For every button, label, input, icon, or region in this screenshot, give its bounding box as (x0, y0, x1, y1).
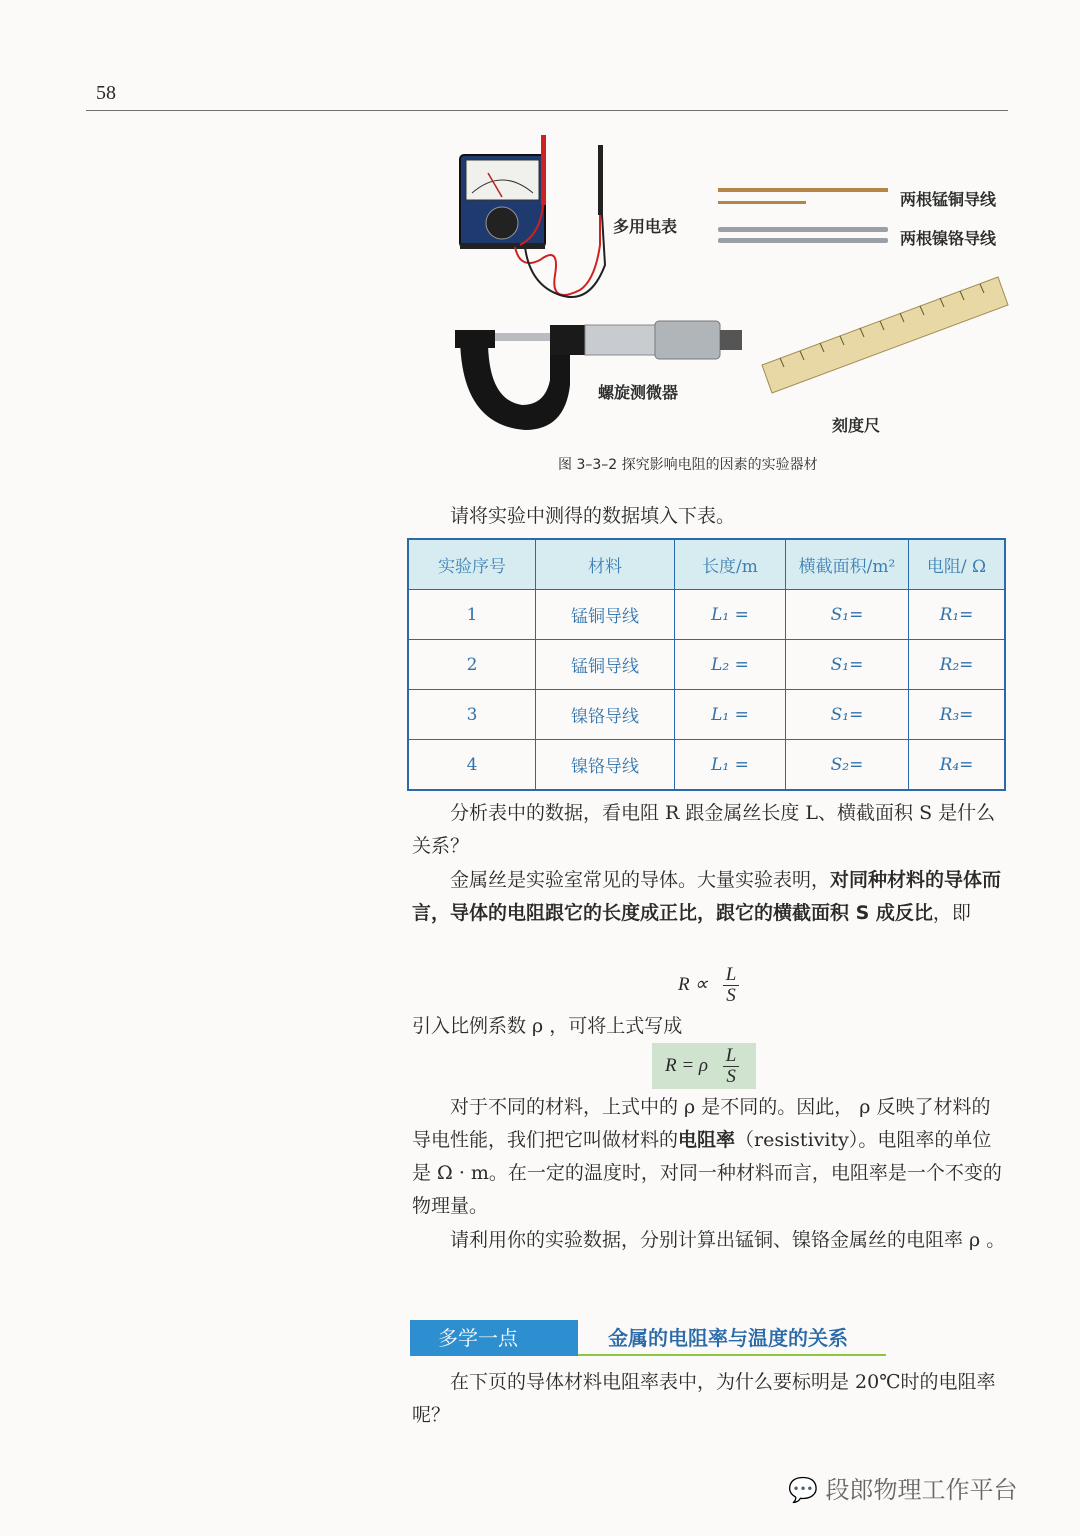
table-cell: L₁ = (675, 590, 786, 640)
table-header-row (408, 539, 1005, 590)
label-nichrome-wires: 两根镍铬导线 (900, 229, 997, 248)
proportional-formula (678, 965, 739, 1006)
watermark-text: 段郎物理工作平台 (825, 1476, 1018, 1504)
denominator: S (726, 1066, 736, 1087)
table-row (408, 640, 1005, 690)
resistivity-formula (665, 1046, 739, 1087)
section-tag: 多学一点 (410, 1320, 578, 1356)
task-paragraph: 请利用你的实验数据，分别计算出锰铜、镍铬金属丝的电阻率 ρ 。 (450, 1229, 1006, 1251)
header-cell: 横截面积/m² (786, 539, 909, 590)
header-cell: 长度/m (675, 539, 786, 590)
table-cell: 锰铜导线 (536, 640, 675, 690)
page-number: 58 (96, 82, 116, 104)
table-cell: 镍铬导线 (536, 690, 675, 740)
table-cell: L₁ = (675, 690, 786, 740)
header-cell: 实验序号 (408, 539, 536, 590)
table-cell: S₁= (786, 640, 909, 690)
numerator: L (723, 965, 740, 986)
label-multimeter: 多用电表 (613, 217, 678, 236)
equipment-figure (430, 125, 1020, 445)
table-cell: 锰铜导线 (536, 590, 675, 640)
label-micrometer: 螺旋测微器 (598, 383, 679, 402)
label-ruler: 刻度尺 (832, 416, 881, 435)
table-cell: 4 (408, 740, 536, 791)
denominator: S (726, 985, 736, 1006)
section-title: 金属的电阻率与温度的关系 (578, 1320, 886, 1356)
header-cell: 材料 (536, 539, 675, 590)
table-cell: 1 (408, 590, 536, 640)
figure-caption: 图 3–3–2 探究影响电阻的因素的实验器材 (558, 457, 818, 473)
table-cell: S₁= (786, 690, 909, 740)
section-paragraph: 在下页的导体材料电阻率表中，为什么要标明是 20℃时的电阻率呢？ (412, 1371, 996, 1426)
resistivity-paragraph (412, 1091, 1008, 1223)
table-row (408, 740, 1005, 791)
conclusion-tail: ，即 (932, 902, 971, 924)
table-cell: S₂= (786, 740, 909, 791)
conclusion-paragraph (412, 864, 1008, 930)
formula-left: R ∝ (678, 973, 708, 995)
table-row (408, 590, 1005, 640)
fraction (723, 1046, 740, 1087)
watermark (788, 1470, 1018, 1505)
table-cell: L₁ = (675, 740, 786, 791)
resistivity-text-a: 对于不同的材料，上式中的 ρ 是不同的。因此， ρ 反映了材料的导电性能，我们把它叫做材料的 (412, 1096, 991, 1151)
fraction (723, 965, 740, 1006)
resistivity-text-b: （resistivity）。电阻率的单位是 Ω · m。在一定的温度时，对同一种材料而言，电阻率是一个不变的物理量。 (412, 1129, 1002, 1217)
table-cell: S₁= (786, 590, 909, 640)
analysis-paragraph: 分析表中的数据，看电阻 R 跟金属丝长度 L、横截面积 S 是什么关系？ (412, 802, 996, 857)
table-cell: R₄= (909, 740, 1006, 791)
conclusion-text: 金属丝是实验室常见的导体。大量实验表明， (450, 869, 831, 891)
rho-intro: 引入比例系数 ρ ，可将上式写成 (412, 1015, 683, 1037)
conclusion-bold: 对同种材料的导体而言，导体的电阻跟它的长度成正比，跟它的横截面积 S 成反比 (412, 869, 1002, 924)
numerator: L (723, 1046, 740, 1067)
table-cell: L₂ = (675, 640, 786, 690)
header-cell: 电阻/ Ω (909, 539, 1006, 590)
table-cell: R₁= (909, 590, 1006, 640)
table-cell: R₃= (909, 690, 1006, 740)
table-cell: 2 (408, 640, 536, 690)
header-rule (86, 110, 1008, 111)
data-table (407, 538, 1006, 791)
table-cell: 镍铬导线 (536, 740, 675, 791)
table-cell: 3 (408, 690, 536, 740)
table-row (408, 690, 1005, 740)
table-cell: R₂= (909, 640, 1006, 690)
formula-left: R = ρ (665, 1054, 709, 1076)
equipment-illustration (430, 125, 1020, 445)
wechat-icon: 💬 (788, 1476, 818, 1504)
resistivity-term: 电阻率 (678, 1129, 736, 1151)
table-intro: 请将实验中测得的数据填入下表。 (450, 505, 736, 527)
label-manganin-wires: 两根锰铜导线 (900, 190, 997, 209)
